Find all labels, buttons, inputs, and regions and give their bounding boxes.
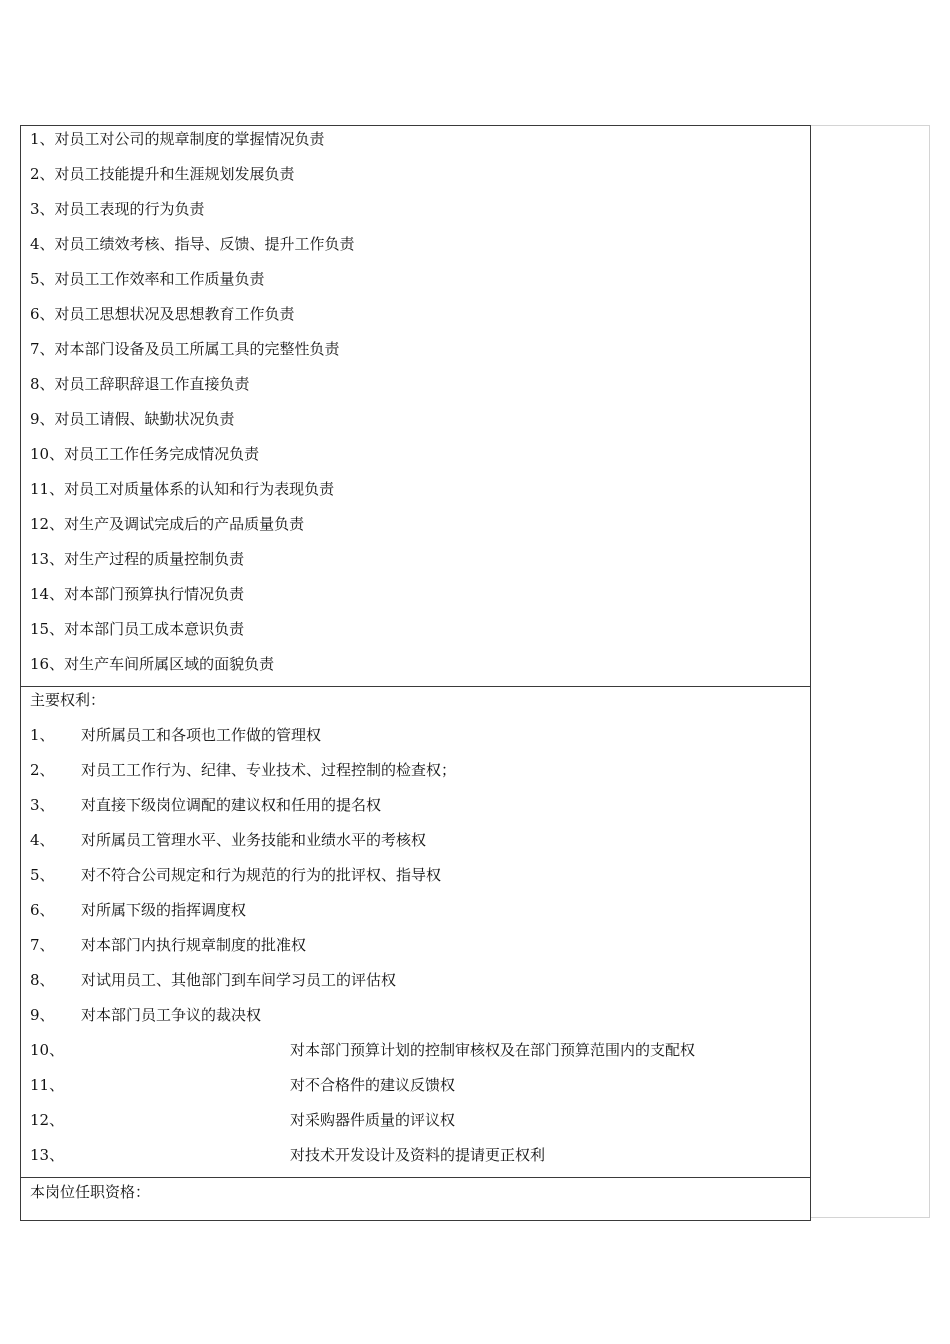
rights-item-text: 对不合格件的建议反馈权 [290, 1076, 456, 1094]
rights-item-number: 4、 [30, 831, 55, 849]
adjacent-empty-cell [810, 125, 930, 1218]
responsibility-item: 13、对生产过程的质量控制负责 [30, 550, 245, 568]
qualification-title: 本岗位任职资格： [30, 1183, 151, 1201]
qualification-section [21, 1178, 810, 1220]
rights-item-text: 对所属下级的指挥调度权 [81, 901, 247, 919]
rights-item [21, 760, 810, 795]
rights-item-number: 7、 [30, 936, 55, 954]
rights-item-text: 对本部门员工争议的裁决权 [81, 1006, 262, 1024]
rights-item [21, 725, 810, 760]
responsibility-item: 1、对员工对公司的规章制度的掌握情况负责 [30, 130, 325, 148]
rights-item-text: 对不符合公司规定和行为规范的行为的批评权、指导权 [81, 866, 442, 884]
responsibility-item: 7、对本部门设备及员工所属工具的完整性负责 [30, 340, 340, 358]
rights-item-number: 10、 [30, 1041, 65, 1059]
rights-item [21, 1040, 810, 1075]
rights-item-number: 5、 [30, 866, 55, 884]
responsibility-item: 4、对员工绩效考核、指导、反馈、提升工作负责 [30, 235, 355, 253]
rights-item-number: 2、 [30, 761, 55, 779]
rights-item-text: 对本部门内执行规章制度的批准权 [81, 936, 307, 954]
rights-item-number: 13、 [30, 1146, 65, 1164]
responsibility-item: 16、对生产车间所属区域的面貌负责 [30, 655, 275, 673]
responsibility-item: 15、对本部门员工成本意识负责 [30, 620, 245, 638]
rights-item [21, 900, 810, 935]
rights-item-text: 对所属员工和各项也工作做的管理权 [81, 726, 322, 744]
rights-item [21, 935, 810, 970]
responsibility-item: 3、对员工表现的行为负责 [30, 200, 205, 218]
responsibility-item: 12、对生产及调试完成后的产品质量负责 [30, 515, 305, 533]
rights-item-number: 11、 [30, 1076, 65, 1094]
responsibility-item: 6、对员工思想状况及思想教育工作负责 [30, 305, 295, 323]
rights-item [21, 1110, 810, 1145]
rights-item-text: 对试用员工、其他部门到车间学习员工的评估权 [81, 971, 397, 989]
rights-item [21, 970, 810, 1005]
job-description-table [20, 125, 811, 1221]
rights-item [21, 865, 810, 900]
rights-item-text: 对直接下级岗位调配的建议权和任用的提名权 [81, 796, 382, 814]
rights-item-number: 12、 [30, 1111, 65, 1129]
responsibility-item: 10、对员工工作任务完成情况负责 [30, 445, 260, 463]
responsibilities-section [21, 126, 810, 687]
rights-item-number: 6、 [30, 901, 55, 919]
rights-item-text: 对员工工作行为、纪律、专业技术、过程控制的检查权； [81, 761, 457, 779]
rights-item-number: 3、 [30, 796, 55, 814]
rights-section [21, 687, 810, 1178]
rights-item [21, 1145, 810, 1173]
responsibility-item: 2、对员工技能提升和生涯规划发展负责 [30, 165, 295, 183]
rights-item [21, 830, 810, 865]
rights-item-number: 1、 [30, 726, 55, 744]
responsibility-item: 9、对员工请假、缺勤状况负责 [30, 410, 235, 428]
rights-item [21, 795, 810, 830]
rights-item [21, 1005, 810, 1040]
rights-item [21, 1075, 810, 1110]
rights-title: 主要权利： [30, 691, 106, 709]
responsibility-item: 14、对本部门预算执行情况负责 [30, 585, 245, 603]
rights-item-number: 9、 [30, 1006, 55, 1024]
rights-item-number: 8、 [30, 971, 55, 989]
rights-item-text: 对技术开发设计及资料的提请更正权利 [290, 1146, 546, 1164]
responsibility-item: 5、对员工工作效率和工作质量负责 [30, 270, 265, 288]
rights-item-text: 对所属员工管理水平、业务技能和业绩水平的考核权 [81, 831, 427, 849]
rights-item-text: 对本部门预算计划的控制审核权及在部门预算范围内的支配权 [290, 1041, 696, 1059]
responsibility-item: 11、对员工对质量体系的认知和行为表现负责 [30, 480, 335, 498]
responsibility-item: 8、对员工辞职辞退工作直接负责 [30, 375, 250, 393]
rights-item-text: 对采购器件质量的评议权 [290, 1111, 456, 1129]
